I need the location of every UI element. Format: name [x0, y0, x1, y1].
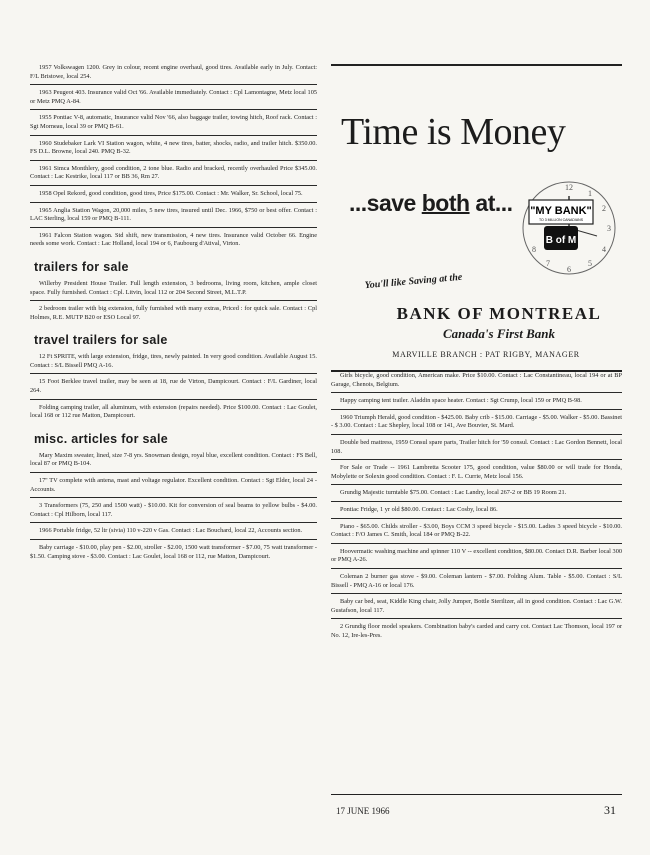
issue-date: 17 JUNE 1966 — [336, 806, 390, 816]
section-heading: trailers for sale — [34, 259, 129, 274]
tagline-suffix: at... — [469, 190, 513, 216]
classified-ad: Grundig Majestic turntable $75.00. Contact : Lac Landry, local 267-2 or BB 19 Room 21. — [331, 487, 622, 502]
branch-line: MARVILLE BRANCH : PAT RIGBY, MANAGER — [392, 350, 580, 359]
classified-ad: Coleman 2 burner gas stove - $9.00. Coleman lantern - $7.00. Folding Alum. Table - $5.00. Contact : S/L Bissell - PMQ A-16 or local 176. — [331, 571, 622, 594]
badge-title: "MY BANK" — [530, 205, 592, 217]
bank-logo-text: B of M — [545, 235, 577, 246]
section-travel-trailers — [30, 333, 317, 424]
classified-ad: 17'' TV complete with antena, mast and voltage regulator. Excellent condition. Contact : Sgt Elder, local 24 - Accounts. — [30, 475, 317, 498]
classified-ad: 1961 Simca Monthlery, good condition, 2 tone blue. Radio and bracked, recently overhauled Price $345.00. Contact : Lac Kestrike, local 117 or BB 36, Rm 27. — [30, 163, 317, 186]
svg-text:4: 4 — [602, 245, 606, 254]
badge-subtitle: TO 3 MILLION CANADIANS — [538, 218, 584, 222]
classified-ad: Mary Maxim sweater, lined, size 7-8 yrs. Snowman design, royal blue, excellent condition. Contact : FS Bell, local 87 or PMQ B-104. — [30, 450, 317, 473]
ad-saving-line: You'll like Saving at the — [364, 271, 463, 292]
classified-ad: 15 Foot Berklee travel trailer, may be seen at 18, rue de Virton, Dampicourt. Contact : F/L Gardiner, local 264. — [30, 376, 317, 399]
classified-ad: Piano - $65.00. Childs stroller - $3.00, Boys CCM 3 speed bicycle - $15.00. Ladies 3 speed bicycle - $10.00. Contact : F/O James C. Smith, local 184 or PMQ B-22. — [331, 521, 622, 544]
classified-ad: Happy camping tent trailer. Aladdin space heater. Contact : Sgt Crump, local 159 or PMQ B-98. — [331, 395, 622, 410]
svg-text:7: 7 — [546, 259, 550, 268]
classified-ad: 1963 Peugeot 403. Insurance valid Oct '66. Available immediately. Contact : Cpl Lamontagne, Metz local 105 or Metz PMQ A-84. — [30, 87, 317, 110]
svg-text:2: 2 — [602, 204, 606, 213]
ad-tagline — [349, 190, 513, 217]
svg-text:6: 6 — [567, 265, 571, 274]
section-misc-articles — [30, 432, 317, 564]
page-number: 31 — [604, 803, 616, 817]
bank-advertisement — [331, 64, 622, 372]
footer-divider — [331, 794, 622, 795]
section-heading: misc. articles for sale — [34, 431, 169, 446]
classified-ad: 2 Grundig floor model speakers. Combination baby's carded and carry cot. Contact Lac Thomson, local 197 or No. 12, Ire-les-Pres. — [331, 623, 622, 639]
classified-ad: 3 Transformers (75, 250 and 1500 watt) - $10.00. Kit for conversion of seal beams to yellow bulbs - $4.00. Contact : Cpl Hilborn, local 117. — [30, 500, 317, 523]
classified-ad: 1955 Pontiac V-8, automatic, Insurance valid Nov '66, also baggage trailer, towing hitch, Roof rack. Contact : Sgt Morneau, local 39 or PMQ B-61. — [30, 112, 317, 135]
clock-illustration — [511, 166, 621, 286]
svg-text:3: 3 — [607, 224, 611, 233]
classified-ad: 1960 Studebaker Lark VI Station wagon, white, 4 new tires, batter, shocks, radio, and trailer hitch. $350.00. FS D.L. Browne, local 240. PMQ B-32. — [30, 138, 317, 161]
classified-ad: 1958 Opel Rekord, good condition, good tires, Price $175.00. Contact : Mr. Walker, Sr. School, local 75. — [30, 188, 317, 203]
svg-text:1: 1 — [588, 189, 592, 198]
tagline-underlined: both — [421, 190, 470, 216]
left-column — [30, 62, 317, 566]
right-column — [331, 370, 622, 645]
classified-ad: Folding camping trailer, all aluminum, with extension (repairs needed). Price $100.00. Contact : Lac Goulet, local 168 or 112 rue Matton, Dampicourt. — [30, 403, 317, 420]
classified-ad: 1957 Volkswagen 1200. Grey in colour, recent engine overhaul, good tires. Available early in July. Contact: F/L Bristowe, local 254. — [30, 62, 317, 85]
section-heading: travel trailers for sale — [34, 333, 168, 348]
svg-text:8: 8 — [532, 245, 536, 254]
classified-ad: 1960 Triumph Herald, good condition - $425.00. Baby crib - $15.00. Carriage - $5.00. Walker - $5.00. Bassinet - $ 3.00. Contact : Lac Shepley, local 108 or 141, Ave Bouvier, St. Mard. — [331, 412, 622, 435]
classified-ad: 1965 Anglia Station Wagon, 20,000 miles, 5 new tires, insured until Dec. 1966, $750 or best offer. Contact : LAC Sterling, local 159 or PMQ B-111. — [30, 205, 317, 228]
classified-ad: Willerby President House Trailer. Full length extension, 3 bedrooms, living room, kitchen, ample closet space. Fully furnished. Contact : Cpl. Litvin, local 112 or 204 Second Street, M.L.T.P. — [30, 278, 317, 301]
svg-text:12: 12 — [565, 183, 573, 192]
bank-slogan: Canada's First Bank — [443, 326, 555, 341]
classified-ad: 1966 Portable fridge, 52 ltr (sivia) 110 v-220 v Gas. Contact : Lac Bouchard, local 22, Accounts section. — [30, 525, 317, 540]
section-trailers — [30, 260, 317, 325]
classified-ad: Pontiac Fridge, 1 yr old $80.00. Contact : Lac Cosby, local 86. — [331, 504, 622, 519]
classified-ad: Hoovermatic washing machine and spinner 110 V -- excellent condition, $80.00. Contact D.R. Barber local 300 or PMQ A-26. — [331, 546, 622, 569]
classified-ad: Double bed mattress, 1959 Consul spare parts, Trailer hitch for '59 consul. Contact : Lac Gordon Bennett, local 108. — [331, 437, 622, 460]
classified-ad: 2 bedroom trailer with big extension, fully furnished with many extras, Priced : for quick sale. Contact : Cpl Holmes, R.E. MUTP B20 or ESO Local 97. — [30, 305, 317, 321]
classified-ad: Baby car bed, seat, Kiddle King chair, Jolly Jumper, Bottle Sterilizer, all in good condition. Contact : Lac G.W. Gustafson, local 117. — [331, 596, 622, 619]
tagline-prefix: ...save — [349, 190, 422, 216]
classified-ad: Baby carriage - $10.00, play pen - $2.00, stroller - $2.00, 1500 watt transformer - $7.00, 75 watt transformer - $1.50. Camping stove - $3.00. Contact : Lac Goulet, local 168 or 112, rue Matton, Dampicourt. — [30, 544, 317, 560]
car-ads — [30, 62, 317, 252]
classified-ad: Girls bicycle, good condition, American make. Price $10.00. Contact : Lac Constantineau, local 194 or at BP Garage, Chenois, Belgium. — [331, 370, 622, 393]
classified-ad: For Sale or Trade -- 1961 Lambretta Scooter 175, good condition, value $80.00 or will trade for Honda, Mobylette or Solexin good condition. Contact : F. L. Currie, Metz local 156. — [331, 462, 622, 485]
bank-name: BANK OF MONTREAL — [396, 304, 602, 323]
svg-text:5: 5 — [588, 259, 592, 268]
classified-ad: 12 Ft SPRITE, with large extension, fridge, tires, newly painted. In very good condition. Available August 15. Contact : S/L Bissell PMQ A-16. — [30, 351, 317, 374]
classified-ad: 1961 Falcon Station wagon. Std shift, new transmission, 4 new tires. Insurance valid October 66. Engine needs some work. Contact : Lac Holland, local 194 or 6, Faubourg d'Atival, Virton. — [30, 231, 317, 248]
ad-headline: Time is Money — [341, 111, 566, 153]
